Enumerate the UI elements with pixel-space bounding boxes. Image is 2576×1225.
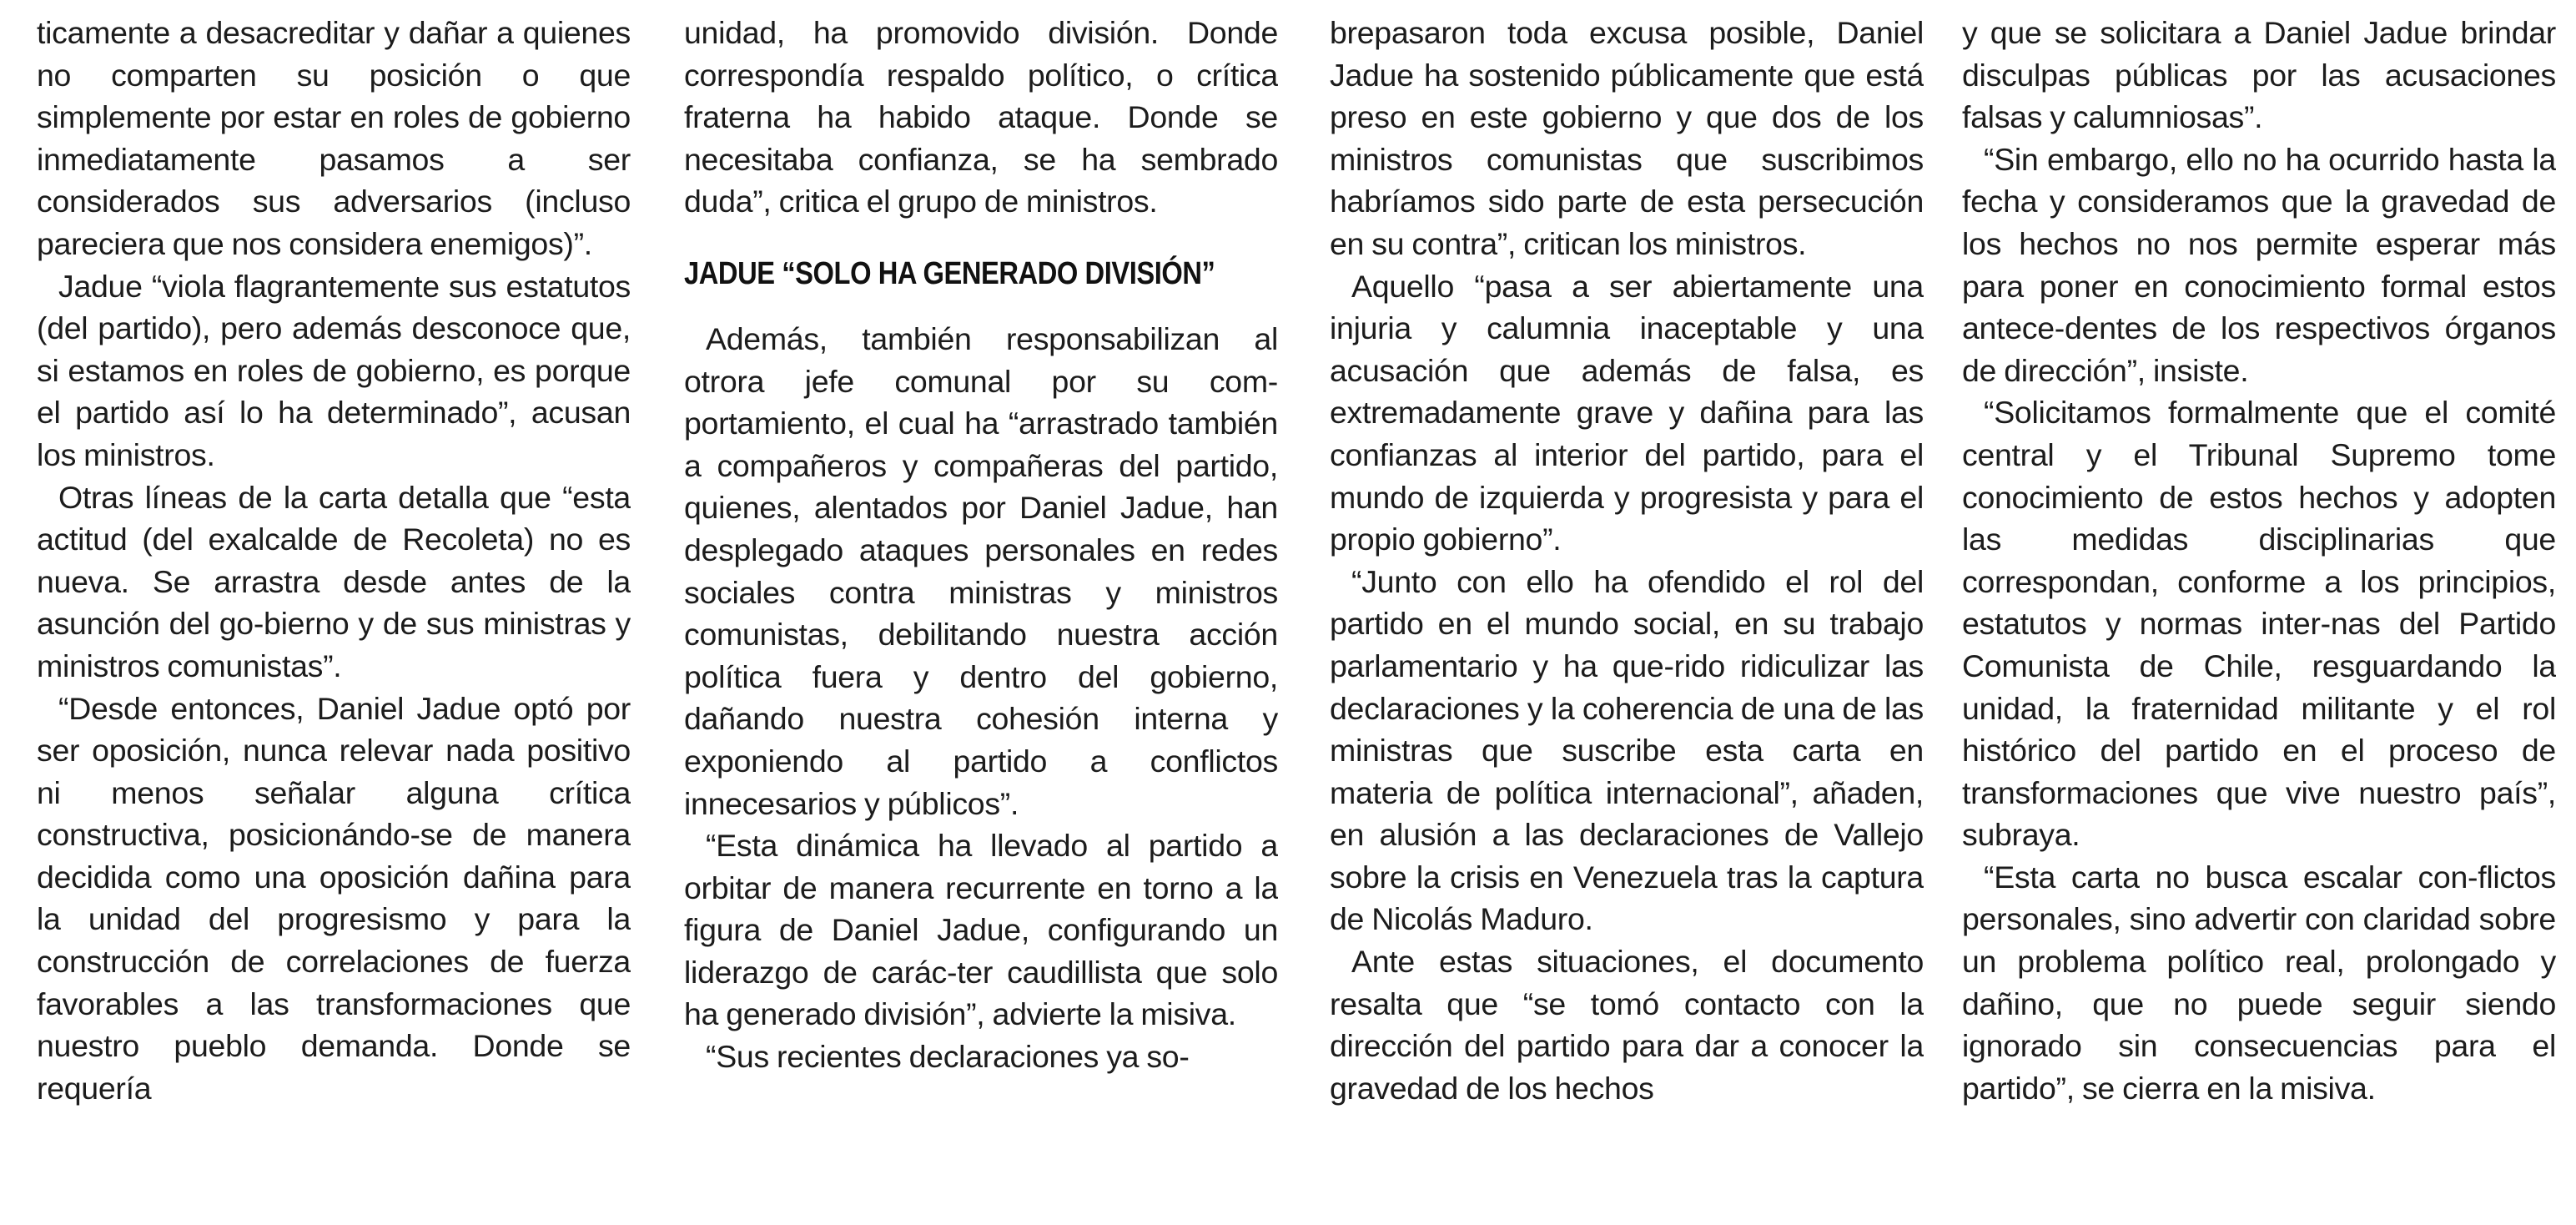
text-column-1	[37, 12, 631, 1213]
paragraph: Otras líneas de la carta detalla que “esta actitud (del exalcalde de Recoleta) no es nueva. Se arrastra desde antes de la asunción del go-bierno y de sus ministras y ministros comunistas”.	[37, 479, 631, 683]
paragraph: Además, también responsabilizan al otrora jefe comunal por su com-portamiento, el cual ha “arrastrado también a compañeros y compañeras del partido, quienes, alentados por Daniel Jadue, han desplegado ataques personales en redes sociales contra ministras y ministros comunistas, debilitando nuestra acción política fuera y dentro del gobierno, dañando nuestra cohesión interna y exponiendo al partido a conflictos innecesarios y públicos”.	[684, 320, 1278, 821]
paragraph: y que se solicitara a Daniel Jadue brindar disculpas públicas por las acusaciones falsas y calumniosas”.	[1962, 15, 2556, 135]
paragraph: Aquello “pasa a ser abiertamente una injuria y calumnia inaceptable y una acusación que además de falsa, es extremadamente grave y dañina para las confianzas al interior del partido, para el mundo de izquierda y progresista y para el propio gobierno”.	[1330, 268, 1924, 557]
paragraph: Ante estas situaciones, el documento resalta que “se tomó contacto con la dirección del partido para dar a conocer la gravedad de los hechos	[1330, 944, 1924, 1106]
paragraph: “Esta dinámica ha llevado al partido a orbitar de manera recurrente en torno a la figura de Daniel Jadue, configurando un liderazgo de carác-ter caudillista que solo ha generado división”, advierte la misiva.	[684, 828, 1278, 1032]
paragraph: “Esta carta no busca escalar con-flictos personales, sino advertir con claridad sobre un problema político real, prolongado y dañino, que no puede seguir siendo ignorado sin consecuencias para el partido”, se cierra en la misiva.	[1962, 859, 2556, 1106]
paragraph: “Junto con ello ha ofendido el rol del partido en el mundo social, en su trabajo parlamentario y ha que-rido ridiculizar las declaraciones y la coherencia de una de las ministras que suscribe esta carta en materia de política internacional”, añaden, en alusión a las declaraciones de Vallejo sobre la crisis en Venezuela tras la captura de Nicolás Maduro.	[1330, 563, 1924, 937]
text-column-3	[1330, 12, 1924, 1213]
paragraph: “Sin embargo, ello no ha ocurrido hasta la fecha y consideramos que la gravedad de los hechos no nos permite esperar más para poner en conocimiento formal estos antece-dentes de los respectivos órganos de dirección”, insiste.	[1962, 141, 2556, 388]
paragraph: ticamente a desacreditar y dañar a quienes no comparten su posición o que simplemente por estar en roles de gobierno inmediatamente pasamos a ser considerados sus adversarios (incluso pareciera que nos considera enemigos)”.	[37, 15, 631, 261]
paragraph: brepasaron toda excusa posible, Daniel Jadue ha sostenido públicamente que está preso en este gobierno y que dos de los ministros comunistas que suscribimos habríamos sido parte de esta persecución en su contra”, critican los ministros.	[1330, 15, 1924, 261]
text-column-4	[1962, 12, 2556, 1213]
text-column-2	[684, 12, 1278, 1213]
paragraph: unidad, ha promovido división. Donde correspondía respaldo político, o crítica fraterna ha habido ataque. Donde se necesitaba confianza, se ha sembrado duda”, critica el grupo de ministros.	[684, 15, 1278, 219]
paragraph: “Desde entonces, Daniel Jadue optó por ser oposición, nunca relevar nada positivo ni menos señalar alguna crítica constructiva, posicionándo-se de manera decidida como una oposición dañina para la unidad del progresismo y para la construcción de correlaciones de fuerza favorables a las transformaciones que nuestro pueblo demanda. Donde se requería	[37, 690, 631, 1106]
paragraph: Jadue “viola flagrantemente sus estatutos (del partido), pero además desconoce que, si estamos en roles de gobierno, es porque el partido así lo ha determinado”, acusan los ministros.	[37, 268, 631, 472]
section-subheading: JADUE “SOLO HA GENERADO DIVISIÓN”	[684, 255, 1215, 291]
paragraph: “Solicitamos formalmente que el comité central y el Tribunal Supremo tome conocimiento de estos hechos y adopten las medidas disciplinarias que correspondan, conforme a los principios, estatutos y normas inter-nas del Partido Comunista de Chile, resguardando la unidad, la fraternidad militante y el rol histórico del partido en el proceso de transformaciones que vive nuestro país”, subraya.	[1962, 395, 2556, 853]
paragraph: “Sus recientes declaraciones ya so-	[706, 1039, 1190, 1075]
